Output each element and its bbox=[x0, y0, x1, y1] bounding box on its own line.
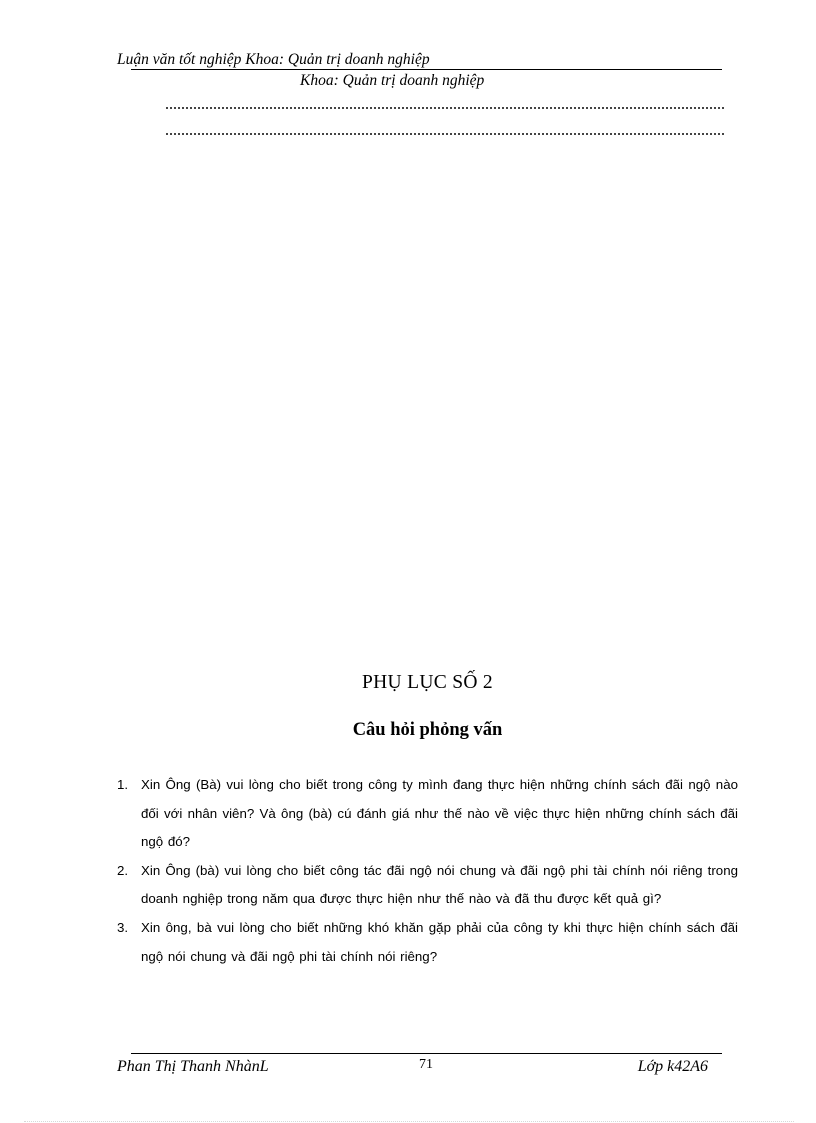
header-rule bbox=[131, 69, 722, 70]
dotted-placeholder-line bbox=[166, 133, 724, 135]
interview-question-list bbox=[117, 771, 738, 971]
footer-class: Lớp k42A6 bbox=[637, 1058, 708, 1075]
page-bottom-border bbox=[24, 1121, 794, 1122]
question-number: 1. bbox=[117, 777, 129, 792]
dotted-placeholder-line bbox=[166, 107, 724, 109]
question-item bbox=[117, 771, 738, 857]
question-text: Xin Ông (Bà) vui lòng cho biết trong công ty mình đang thực hiện những chính sách đãi ngộ nào đối với nhân viên? Và ông (bà) cú đánh giá như thế nào về việc thực hiện những chính sách đãi ngộ đó? bbox=[141, 777, 738, 850]
section-title: Câu hỏi phỏng vấn bbox=[352, 720, 503, 740]
question-number: 2. bbox=[117, 862, 129, 878]
question-text: Xin Ông (bà) vui lòng cho biết công tác đãi ngộ nói chung và đãi ngộ phi tài chính nói riêng trong doanh nghiệp trong năm qua được thực hiện như thế nào và đã thu được kết quả gì? bbox=[141, 862, 738, 907]
appendix-title: PHỤ LỤC SỐ 2 bbox=[362, 672, 493, 693]
footer-author: Phan Thị Thanh NhànL bbox=[117, 1058, 269, 1075]
question-item bbox=[117, 857, 738, 914]
page-header bbox=[117, 50, 722, 89]
question-text: Xin ông, bà vui lòng cho biết những khó khăn gặp phải của công ty khi thực hiện chính sách đãi ngộ nói chung và đãi ngộ phi tài chính nói riêng? bbox=[141, 919, 738, 964]
page-footer bbox=[117, 1054, 722, 1078]
page-number: 71 bbox=[419, 1057, 433, 1072]
question-number: 3. bbox=[117, 919, 129, 935]
header-title: Luận văn tốt nghiệp Khoa: Quản trị doanh nghiệp bbox=[117, 51, 430, 68]
question-item bbox=[117, 914, 738, 971]
header-faculty: Khoa: Quản trị doanh nghiệp bbox=[300, 72, 485, 89]
